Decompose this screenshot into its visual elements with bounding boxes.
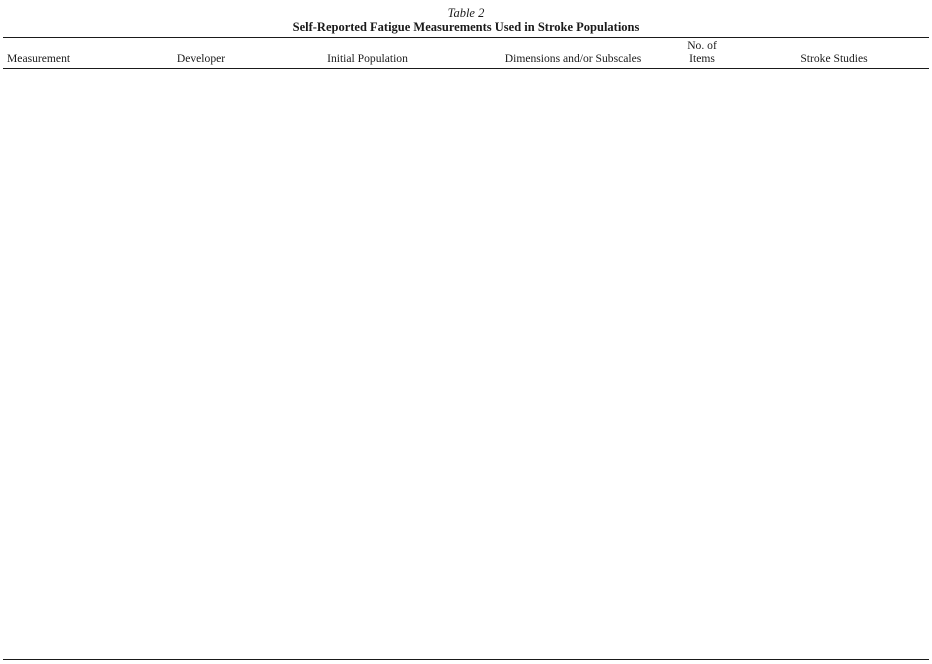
- header-initial-population: Initial Population: [327, 52, 408, 65]
- bottom-rule: [3, 659, 929, 660]
- header-dimensions: Dimensions and/or Subscales: [504, 52, 642, 65]
- header-developer: Developer: [176, 52, 226, 65]
- table-title: Self-Reported Fatigue Measurements Used in Stroke Populations: [292, 20, 640, 34]
- header-measurement: Measurement: [7, 52, 71, 65]
- header-items: No. of Items: [687, 39, 717, 65]
- header-stroke-studies: Stroke Studies: [800, 52, 868, 65]
- table-number: Table 2: [447, 6, 485, 20]
- header-rule: [3, 68, 929, 69]
